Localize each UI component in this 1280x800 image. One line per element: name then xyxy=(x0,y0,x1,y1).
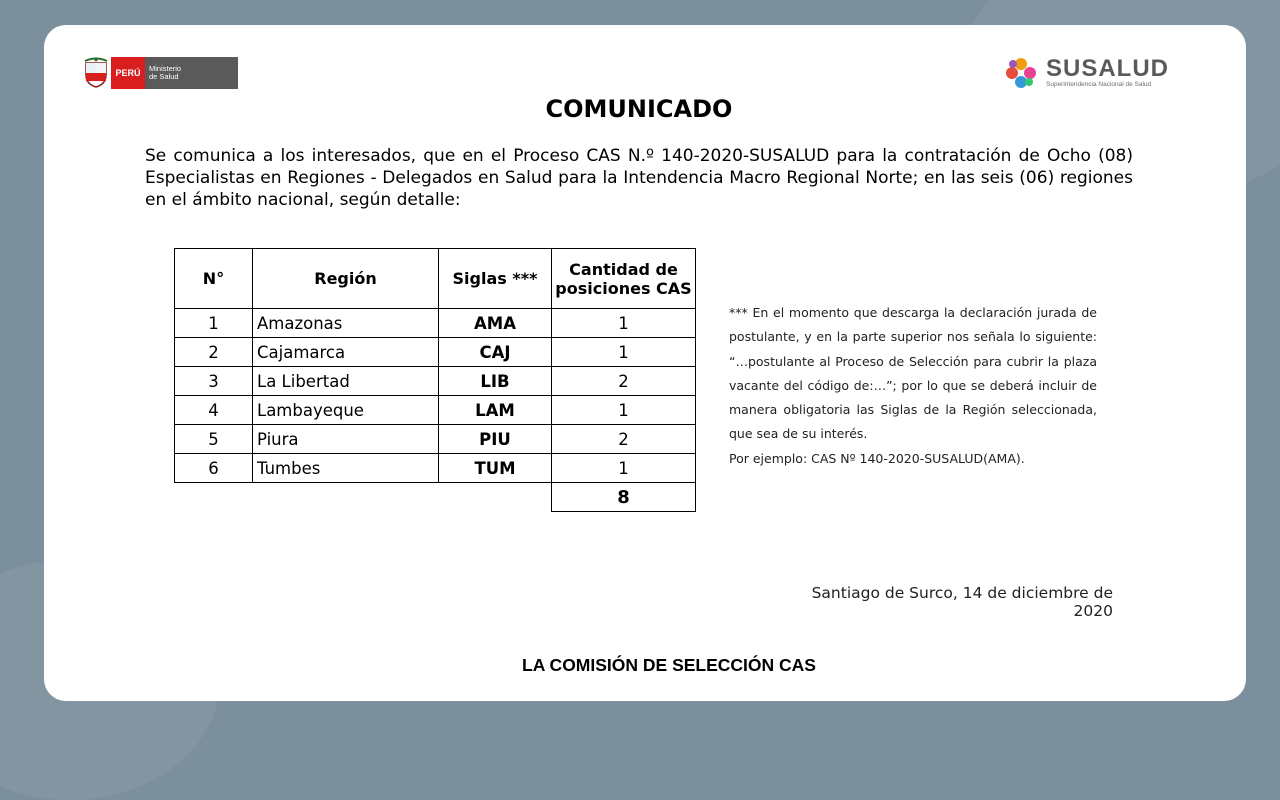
table-row xyxy=(175,367,696,396)
note-text: *** En el momento que descarga la declaración jurada de postulante, y en la parte superior nos señala lo siguiente: “…postulante al Proceso de Selección para cubrir la plaza vacante del código de:…”; por lo que se deberá incluir de manera obligatoria las Siglas de la Región seleccionada, que sea de su interés. xyxy=(729,305,1097,442)
announcement-card xyxy=(44,25,1246,701)
table-row xyxy=(175,396,696,425)
header-siglas: Siglas *** xyxy=(439,249,552,309)
cell-siglas: LIB xyxy=(439,367,552,396)
cell-cantidad: 1 xyxy=(552,396,696,425)
cell-siglas: CAJ xyxy=(439,338,552,367)
susalud-subtitle: Superintendencia Nacional de Salud xyxy=(1046,81,1152,88)
cell-number: 2 xyxy=(175,338,253,367)
cell-region: La Libertad xyxy=(253,367,439,396)
header-cantidad: Cantidad de posiciones CAS xyxy=(552,249,696,309)
cell-region: Amazonas xyxy=(253,309,439,338)
intro-paragraph: Se comunica a los interesados, que en el Proceso CAS N.º 140-2020-SUSALUD para la contratación de Ocho (08) Especialistas en Regiones - Delegados en Salud para la Intendencia Macro Regional Norte; en las seis (06) regiones en el ámbito nacional, según detalle: xyxy=(145,146,1133,210)
susalud-mark-icon xyxy=(1004,56,1038,90)
header-number: N° xyxy=(175,249,253,309)
cell-region: Tumbes xyxy=(253,454,439,483)
empty-cell xyxy=(439,483,552,512)
peru-label: PERÚ xyxy=(111,57,145,89)
regions-table xyxy=(174,248,696,512)
cell-cantidad: 2 xyxy=(552,367,696,396)
cell-number: 6 xyxy=(175,454,253,483)
cell-cantidad: 2 xyxy=(552,425,696,454)
cell-cantidad: 1 xyxy=(552,309,696,338)
ministry-line-1: Ministerio xyxy=(149,64,182,73)
table-row xyxy=(175,454,696,483)
ministry-label xyxy=(145,57,238,89)
cell-number: 1 xyxy=(175,309,253,338)
cell-region: Piura xyxy=(253,425,439,454)
cell-cantidad: 1 xyxy=(552,454,696,483)
table-row xyxy=(175,425,696,454)
cell-region: Lambayeque xyxy=(253,396,439,425)
cell-siglas: LAM xyxy=(439,396,552,425)
ministerio-salud-logo xyxy=(83,57,238,89)
cell-cantidad: 1 xyxy=(552,338,696,367)
susalud-logo xyxy=(1004,56,1169,90)
signature: LA COMISIÓN DE SELECCIÓN CAS xyxy=(522,655,816,675)
empty-cell xyxy=(253,483,439,512)
table-total-row xyxy=(175,483,696,512)
total-cell: 8 xyxy=(552,483,696,512)
table-row xyxy=(175,338,696,367)
table-body xyxy=(175,309,696,512)
ministry-line-2: de Salud xyxy=(149,72,179,81)
empty-cell xyxy=(175,483,253,512)
note-example: Por ejemplo: CAS Nº 140-2020-SUSALUD(AMA). xyxy=(729,450,1025,466)
cell-number: 4 xyxy=(175,396,253,425)
cell-siglas: TUM xyxy=(439,454,552,483)
cell-siglas: PIU xyxy=(439,425,552,454)
siglas-note xyxy=(729,301,1097,471)
cell-region: Cajamarca xyxy=(253,338,439,367)
cell-number: 3 xyxy=(175,367,253,396)
table-header-row xyxy=(175,249,696,309)
header-region: Región xyxy=(253,249,439,309)
susalud-name: SUSALUD xyxy=(1046,55,1170,82)
coat-of-arms-icon xyxy=(83,57,109,89)
cell-siglas: AMA xyxy=(439,309,552,338)
place-and-date: Santiago de Surco, 14 de diciembre de 2020 xyxy=(811,584,1113,620)
cell-number: 5 xyxy=(175,425,253,454)
page-title: COMUNICADO xyxy=(545,95,733,123)
table-row xyxy=(175,309,696,338)
